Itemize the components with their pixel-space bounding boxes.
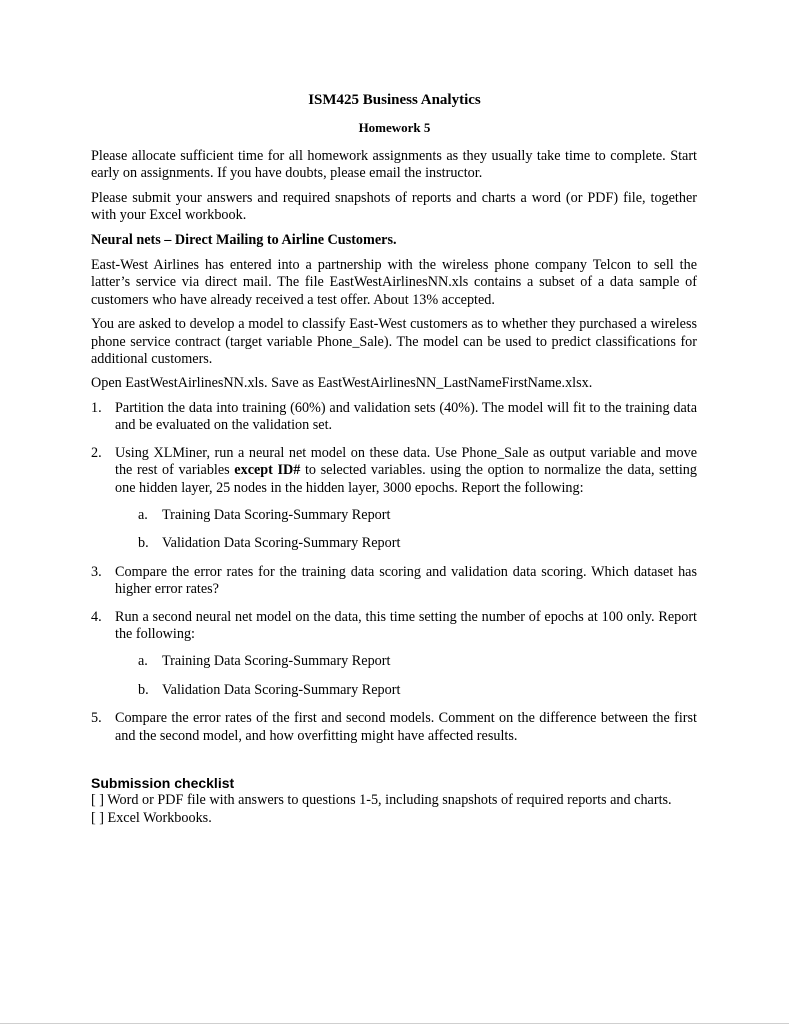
checklist-item: [ ] Excel Workbooks. [91,809,212,826]
question-1 [91,400,697,435]
section-heading: Neural nets – Direct Mailing to Airline Customers. [91,231,397,248]
section-paragraph-1: East-West Airlines has entered into a partnership with the wireless phone company Telcon to sell the latter’s service via direct mail. The file EastWestAirlinesNN.xls contains a subset of a data sample of customers who have already received a test offer. About 13% accepted. [91,257,697,308]
intro-paragraph-2: Please submit your answers and required snapshots of reports and charts a word (or PDF) file, together with your Excel workbook. [91,189,697,224]
question-number: 3. [91,563,102,580]
question-text: Using XLMiner, run a neural net model on these data. Use Phone_Sale as output variable and move the rest of variables except ID# to selected variables. using the option to normalize the data, setting one hidden layer, 25 nodes in the hidden layer, 3000 epochs. Report the following: [115,444,697,496]
document-title: ISM425 Business Analytics [308,92,481,108]
question-list [91,400,697,745]
question-number: 2. [91,444,102,461]
question-2 [91,445,697,553]
sub-item: b. Validation Data Scoring-Summary Report [138,681,401,698]
emphasis-text: except ID# [234,462,301,479]
sub-list [115,653,697,699]
question-number: 1. [91,399,102,416]
document-subtitle: Homework 5 [358,120,431,135]
checklist-heading: Submission checklist [91,774,235,791]
question-text: Compare the error rates for the training data scoring and validation data scoring. Which dataset has higher error rates? [115,563,697,598]
question-5 [91,710,697,745]
question-number: 4. [91,608,102,625]
question-4 [91,609,697,700]
question-3 [91,564,697,599]
intro-paragraph-1: Please allocate sufficient time for all homework assignments as they usually take time to complete. Start early on assignments. If you have doubts, please email the instructor. [91,148,697,182]
section-paragraph-2: You are asked to develop a model to classify East-West customers as to whether they purchased a wireless phone service contract (target variable Phone_Sale). The model can be used to predict classifications for additional customers. [91,316,697,368]
sub-item: a. Training Data Scoring-Summary Report [138,506,391,523]
checklist-item: [ ] Word or PDF file with answers to questions 1-5, including snapshots of required reports and charts. [91,792,672,809]
section-paragraph-3: Open EastWestAirlinesNN.xls. Save as EastWestAirlinesNN_LastNameFirstName.xlsx. [91,375,593,392]
question-text: Run a second neural net model on the data, this time setting the number of epochs at 100 only. Report the following: [115,608,697,642]
question-number: 5. [91,710,102,727]
sub-list [115,507,697,553]
question-text: Partition the data into training (60%) and validation sets (40%). The model will fit to the training data and be evaluated on the validation set. [115,399,697,434]
question-text: Compare the error rates of the first and second models. Comment on the difference between the first and the second model, and how overfitting might have affected results. [115,710,697,744]
document-body [91,148,697,827]
submission-checklist [91,792,697,827]
sub-item: b. Validation Data Scoring-Summary Report [138,535,401,552]
sub-item: a. Training Data Scoring-Summary Report [138,653,391,670]
